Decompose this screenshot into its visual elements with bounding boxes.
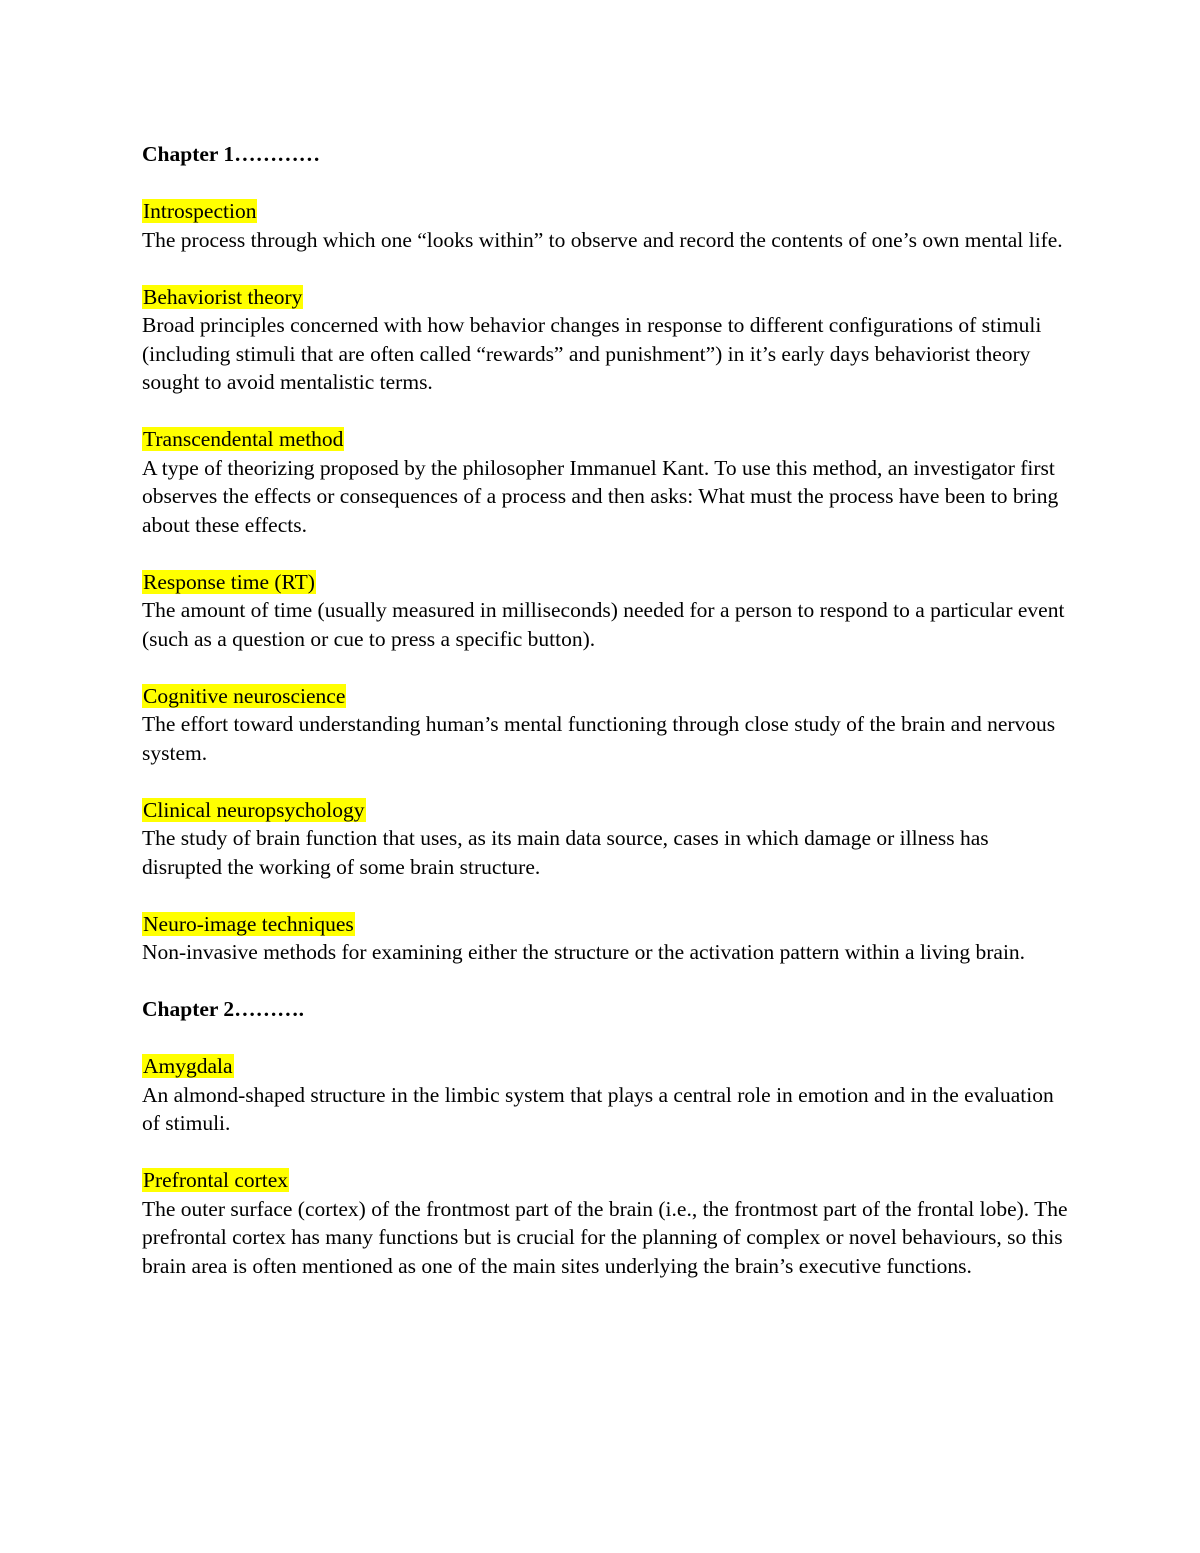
glossary-entry-behaviorist-theory bbox=[142, 283, 1072, 397]
definition-transcendental-method: A type of theorizing proposed by the philosopher Immanuel Kant. To use this method, an investigator first observes the effects or consequences of a process and then asks: What must the process have been to bring about these effects. bbox=[142, 455, 1059, 537]
glossary-entry-cognitive-neuroscience bbox=[142, 682, 1072, 768]
term-response-time: Response time (RT) bbox=[143, 569, 315, 594]
document-body bbox=[142, 140, 1072, 1309]
term-neuro-image-techniques: Neuro-image techniques bbox=[143, 911, 354, 936]
chapter-1-heading: Chapter 1………… bbox=[142, 142, 321, 166]
term-transcendental-method: Transcendental method bbox=[143, 427, 344, 451]
term-clinical-neuropsychology: Clinical neuropsychology bbox=[143, 797, 365, 822]
term-introspection: Introspection bbox=[143, 199, 257, 223]
glossary-entry-neuro-image-techniques bbox=[142, 910, 1072, 967]
definition-prefrontal-cortex: The outer surface (cortex) of the frontmost part of the brain (i.e., the frontmost part of the frontal lobe). The prefrontal cortex has many functions but is crucial for the planning of complex or novel behaviours, so this brain area is often mentioned as one of the main sites underlying the brain’s executive functions. bbox=[142, 1196, 1068, 1278]
definition-clinical-neuropsychology: The study of brain function that uses, as its main data source, cases in which damage or illness has disrupted the working of some brain structure. bbox=[142, 826, 989, 879]
glossary-entry-amygdala bbox=[142, 1052, 1072, 1138]
definition-response-time: The amount of time (usually measured in milliseconds) needed for a person to respond to a particular event (such as a question or cue to press a specific button). bbox=[142, 598, 1065, 651]
glossary-entry-prefrontal-cortex bbox=[142, 1166, 1072, 1280]
term-prefrontal-cortex: Prefrontal cortex bbox=[143, 1168, 289, 1192]
definition-introspection: The process through which one “looks within” to observe and record the contents of one’s own mental life. bbox=[142, 227, 1063, 252]
glossary-entry-response-time bbox=[142, 568, 1072, 654]
term-cognitive-neuroscience: Cognitive neuroscience bbox=[143, 683, 346, 708]
definition-cognitive-neuroscience: The effort toward understanding human’s mental functioning through close study of the brain and nervous system. bbox=[142, 712, 1056, 765]
definition-amygdala: An almond-shaped structure in the limbic system that plays a central role in emotion and in the evaluation of stimuli. bbox=[142, 1082, 1054, 1135]
term-behaviorist-theory: Behaviorist theory bbox=[143, 284, 303, 309]
glossary-entry-introspection bbox=[142, 197, 1072, 254]
term-amygdala: Amygdala bbox=[143, 1054, 233, 1078]
chapter-2-heading: Chapter 2………. bbox=[142, 997, 305, 1021]
definition-behaviorist-theory: Broad principles concerned with how behavior changes in response to different configurations of stimuli (including stimuli that are often called “rewards” and punishment”) in it’s early days behaviorist theory sought to avoid mentalistic terms. bbox=[142, 313, 1042, 394]
definition-neuro-image-techniques: Non-invasive methods for examining either the structure or the activation pattern within a living brain. bbox=[142, 940, 1026, 964]
glossary-entry-transcendental-method bbox=[142, 425, 1072, 539]
glossary-entry-clinical-neuropsychology bbox=[142, 796, 1072, 882]
